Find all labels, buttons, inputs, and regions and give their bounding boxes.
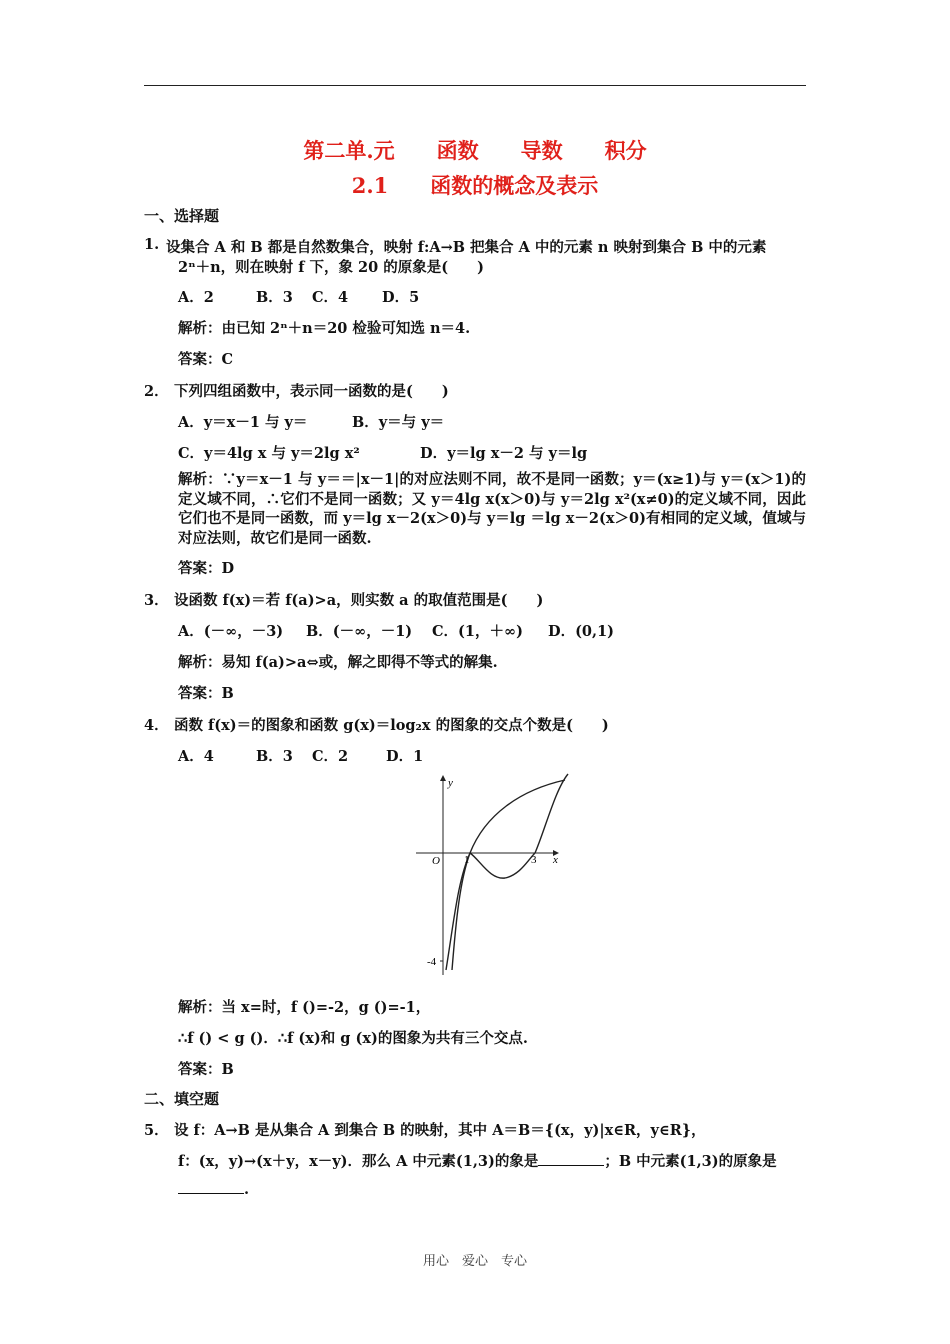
- stem-part: ；B 中元素(1,3)的原象是: [604, 1153, 777, 1170]
- question-number: 4．: [144, 717, 169, 734]
- option-a: A．y＝x－1 与 y＝: [178, 414, 308, 431]
- question-number: 5．: [144, 1122, 169, 1139]
- tick-label-minus-four: -4: [427, 956, 437, 968]
- option-b: B．3: [256, 289, 293, 306]
- options-row: [178, 620, 614, 641]
- chapter-title: 第二单.元 函数 导数 积分: [303, 138, 647, 163]
- tick-label-three: 3: [531, 854, 537, 866]
- stem-part: f：(x，y)→(x＋y，x－y)．那么 A 中元素(1,3)的象是: [178, 1153, 539, 1170]
- answer: 答案：B: [178, 1061, 234, 1078]
- option-d: D．5: [382, 289, 420, 306]
- option-c: C．(1，＋∞): [432, 623, 523, 640]
- analysis: 解析：易知 f(a)>a⇔或，解之即得不等式的解集.: [178, 654, 498, 671]
- option-d: D．(0,1): [548, 623, 615, 640]
- section-heading-fill: 二、填空题: [144, 1090, 220, 1108]
- analysis: 解析：∵y＝x－1 与 y＝＝|x－1|的对应法则不同，故不是同一函数；y＝(x≥1)与 y＝(x＞1)的定义域不同，∴它们不是同一函数；又 y＝4lg x(x＞0)与 y＝2lg x²(x≠0)的定义域不同，因此它们也不是同一函数，而 y＝lg x－2(x＞0)与 y＝lg ＝lg x－2(x＞0)有相同的定义域，值域与对应法则，故它们是同一函数.: [178, 471, 806, 547]
- question-stem-cont: 2ⁿ＋n，则在映射 f 下，象 20 的原象是( ): [178, 259, 484, 276]
- section-title: 2.1 函数的概念及表示: [351, 173, 599, 198]
- option-a: A．(－∞，－3): [178, 623, 284, 640]
- option-c: C．4: [312, 289, 349, 306]
- option-b: B．3: [256, 748, 293, 765]
- options-row: [178, 286, 419, 307]
- question-stem: 函数 f(x)＝的图象和函数 g(x)＝log₂x 的图象的交点个数是( ): [174, 717, 609, 734]
- y-axis-label: y: [448, 777, 453, 789]
- answer: 答案：C: [178, 351, 234, 368]
- origin-label: O: [432, 855, 440, 867]
- question-stem: 下列四组函数中，表示同一函数的是( ): [174, 383, 449, 400]
- question-stem-end: [178, 1181, 249, 1198]
- question-stem: 设集合 A 和 B 都是自然数集合，映射 f:A→B 把集合 A 中的元素 n 映射到集合 B 中的元素: [166, 239, 767, 256]
- question-stem-cont: [178, 1150, 777, 1171]
- analysis: 解析：由已知 2ⁿ＋n＝20 检验可知选 n＝4.: [178, 320, 471, 337]
- answer: 答案：D: [178, 560, 235, 577]
- option-d: D．y＝lg x－2 与 y＝lg: [420, 445, 588, 462]
- log-curve: [452, 780, 565, 970]
- tick-label-one: 1: [464, 854, 470, 866]
- question-number: 3．: [144, 592, 169, 609]
- option-b: B．(－∞，－1): [306, 623, 413, 640]
- answer: 答案：B: [178, 685, 234, 702]
- page-footer: 用心 爱心 专心: [422, 1254, 527, 1269]
- question-number: 2．: [144, 383, 169, 400]
- option-c: C．y＝4lg x 与 y＝2lg x²: [178, 445, 360, 462]
- analysis-cont: ∴f () < g ()．∴f (x)和 g (x)的图象为共有三个交点.: [178, 1030, 528, 1047]
- option-a: A．2: [178, 289, 214, 306]
- option-b: B．y＝与 y＝: [352, 414, 445, 431]
- option-a: A．4: [178, 748, 214, 765]
- question-number: 1.: [144, 236, 160, 253]
- answer-blank[interactable]: [178, 1181, 244, 1194]
- option-d: D．1: [386, 748, 424, 765]
- function-graph: [410, 770, 570, 980]
- options-row: [178, 745, 423, 766]
- question-stem: 设 f：A→B 是从集合 A 到集合 B 的映射，其中 A＝B＝{(x，y)|x∈R，y∈R}，: [174, 1122, 706, 1139]
- x-axis-label: x: [553, 854, 558, 866]
- header-rule: [144, 85, 806, 86]
- answer-blank[interactable]: [538, 1153, 604, 1166]
- question-stem: 设函数 f(x)＝若 f(a)>a，则实数 a 的取值范围是( ): [174, 592, 544, 609]
- period: .: [244, 1181, 250, 1198]
- analysis: 解析：当 x=时，f ()=-2，g ()=-1，: [178, 999, 431, 1016]
- option-c: C．2: [312, 748, 349, 765]
- section-heading-choice: 一、选择题: [144, 207, 220, 225]
